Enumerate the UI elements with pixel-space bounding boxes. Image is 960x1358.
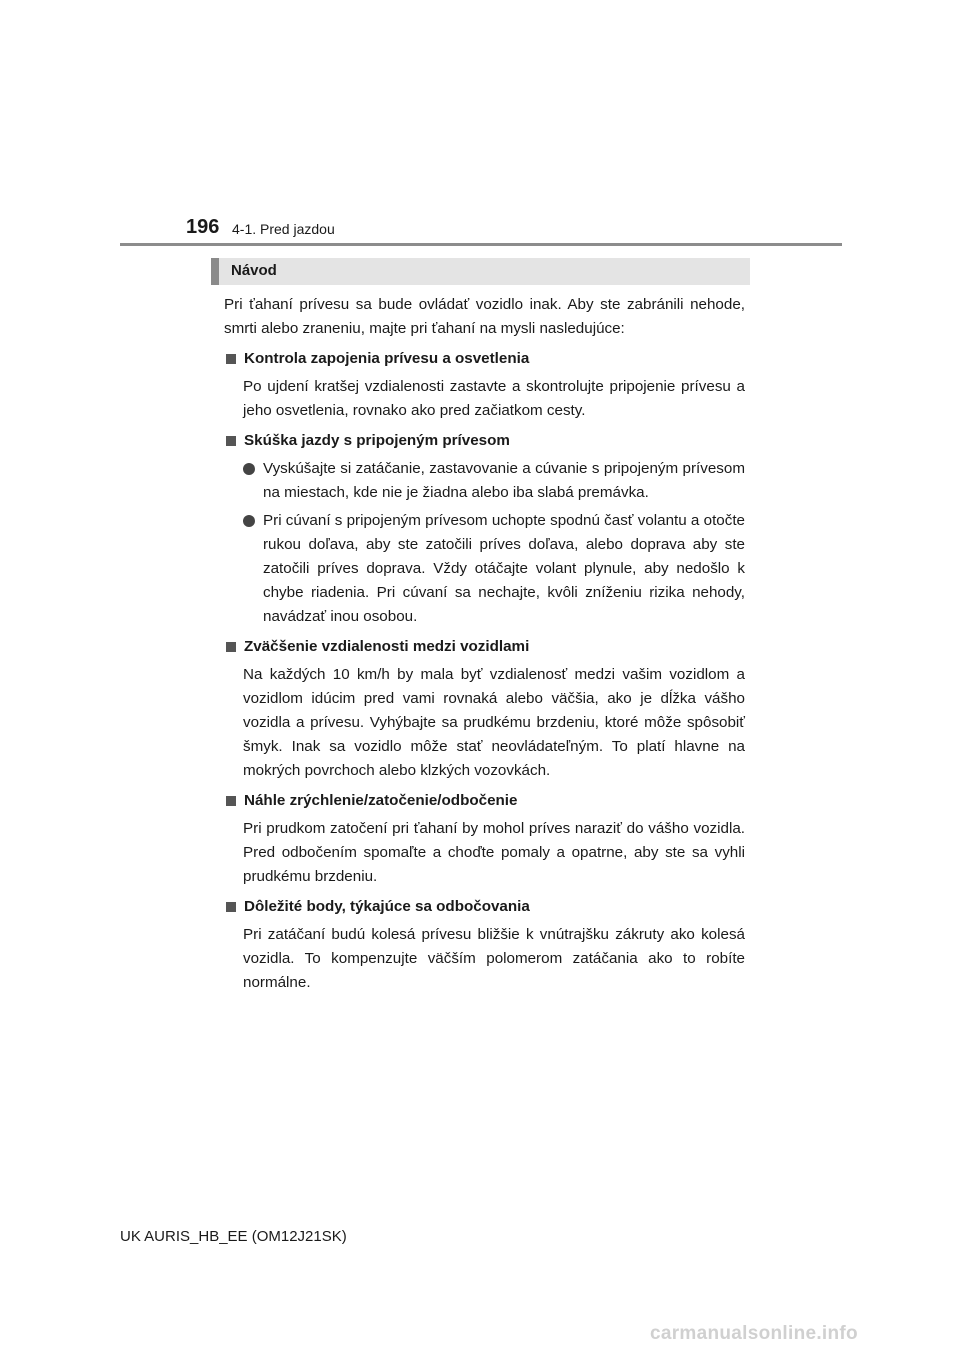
section-body: Pri zatáčaní budú kolesá prívesu bližšie k vnútrajšku zákruty ako kolesá vozidla. To kompenzujte väčším polomerom zatáčania ako to robíte normálne. — [243, 926, 745, 991]
notice-header — [211, 258, 750, 285]
circle-bullet-icon — [243, 463, 255, 475]
section-heading-text: Skúška jazdy s pripojeným prívesom — [244, 432, 510, 449]
square-bullet-icon — [226, 354, 236, 364]
section-heading — [224, 895, 745, 919]
section-heading-text: Kontrola zapojenia prívesu a osvetlenia — [244, 350, 530, 367]
square-bullet-icon — [226, 796, 236, 806]
section-body: Pri prudkom zatočení pri ťahaní by mohol príves naraziť do vášho vozidla. Pred odbočením spomaľte a choďte pomaly a opatrne, aby ste sa vyhli prudkému brzdeniu. — [243, 820, 745, 885]
square-bullet-icon — [226, 436, 236, 446]
watermark: carmanualsonline.info — [650, 1323, 858, 1344]
section-heading — [224, 635, 745, 659]
section-heading — [224, 789, 745, 813]
document-code: UK AURIS_HB_EE (OM12J21SK) — [120, 1228, 347, 1245]
section-heading-text: Zväčšenie vzdialenosti medzi vozidlami — [244, 638, 530, 655]
section-sudden-maneuvers — [224, 789, 745, 889]
section-heading — [224, 429, 745, 453]
section-heading-text: Náhle zrýchlenie/zatočenie/odbočenie — [244, 792, 518, 809]
section-label: 4-1. Pred jazdou — [232, 221, 335, 237]
header-divider — [120, 243, 842, 246]
list-item — [243, 509, 745, 629]
section-trailer-connection — [224, 347, 745, 423]
section-turning — [224, 895, 745, 995]
section-heading-text: Dôležité body, týkajúce sa odbočovania — [244, 898, 530, 915]
notice-title: Návod — [231, 262, 277, 279]
section-body: Po ujdení kratšej vzdialenosti zastavte a skontrolujte pripojenie prívesu a jeho osvetlenia, rovnako ako pred začiatkom cesty. — [243, 378, 745, 419]
intro-paragraph: Pri ťahaní prívesu sa bude ovládať vozidlo inak. Aby ste zabránili nehode, smrti alebo zraneniu, majte pri ťahaní na mysli nasledujúce: — [224, 296, 745, 337]
section-test-drive — [224, 429, 745, 629]
list-item — [243, 457, 745, 505]
list-item-text: Pri cúvaní s pripojeným prívesom uchopte spodnú časť volantu a otočte rukou doľava, aby ste zatočili príves doľava, alebo doprava aby ste zatočili príves doprava. Vždy otáčajte volant plynule, aby nedošlo k chybe riadenia. Pri cúvaní sa nechajte, kvôli zníženiu rizika nehody, navádzať inou osobou. — [263, 512, 745, 625]
square-bullet-icon — [226, 642, 236, 652]
square-bullet-icon — [226, 902, 236, 912]
bullet-list — [243, 457, 745, 629]
section-heading — [224, 347, 745, 371]
content — [224, 293, 745, 995]
circle-bullet-icon — [243, 515, 255, 527]
list-item-text: Vyskúšajte si zatáčanie, zastavovanie a cúvanie s pripojeným prívesom na miestach, kde nie je žiadna alebo iba slabá premávka. — [263, 460, 745, 501]
section-body: Na každých 10 km/h by mala byť vzdialenosť medzi vašim vozidlom a vozidlom idúcim pred vami rovnaká alebo väčšia, ako je dĺžka vášho vozidla a prívesu. Vyhýbajte sa prudkému brzdeniu, ktoré môže spôsobiť šmyk. Inak sa vozidlo môže stať neovládateľným. To platí hlavne na mokrých povrchoch alebo klzkých vozovkách. — [243, 666, 745, 779]
section-following-distance — [224, 635, 745, 783]
page-number: 196 — [186, 216, 220, 238]
